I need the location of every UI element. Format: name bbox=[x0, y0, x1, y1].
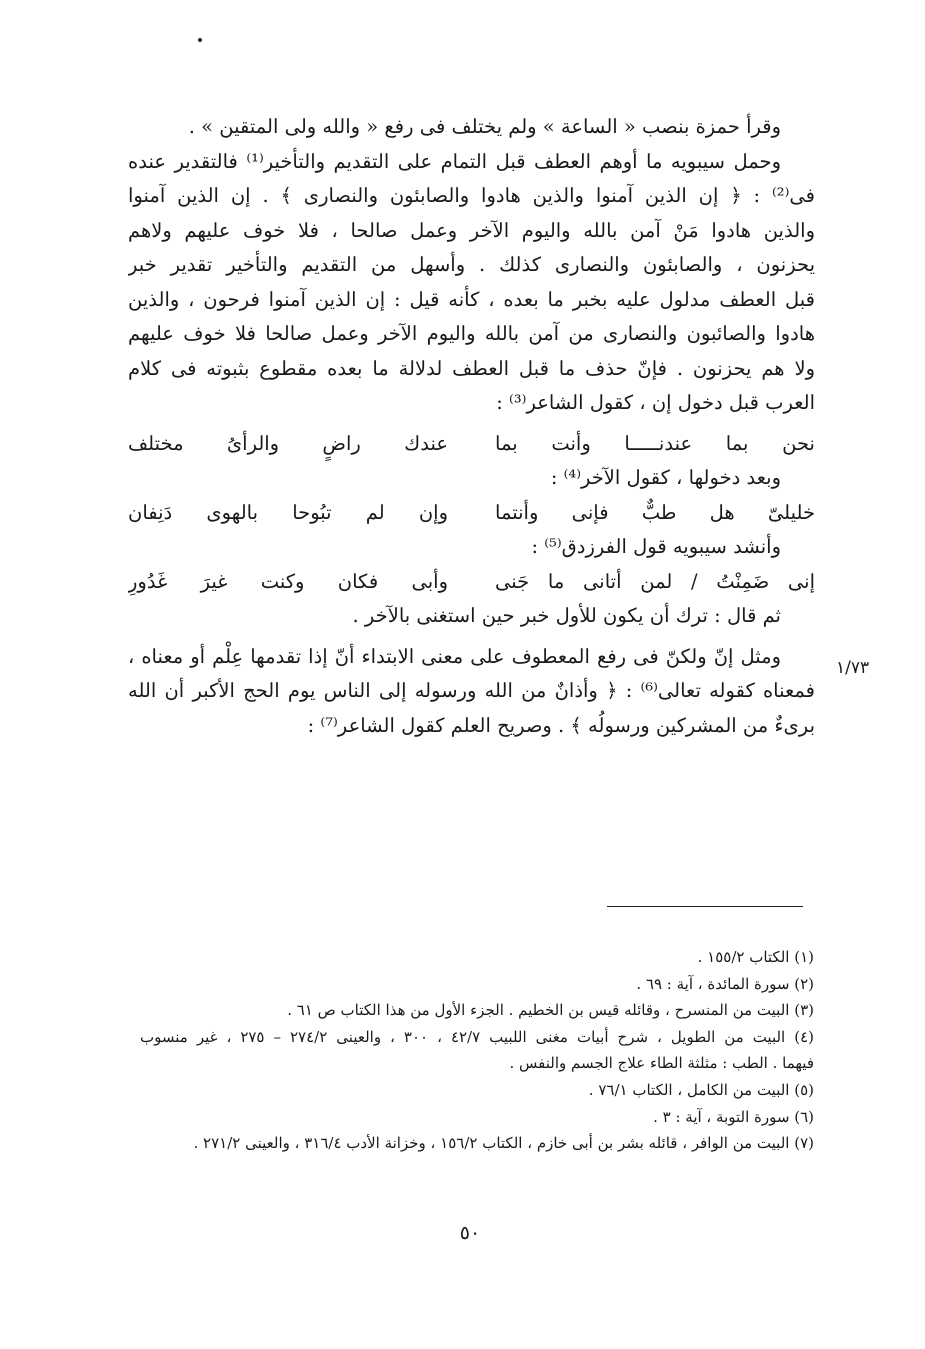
text-line: وقرأ حمزة بنصب « الساعة » ولم يختلف فى رفع « والله ولى المتقين » . bbox=[188, 115, 781, 138]
text-line: فى⁽²⁾ : ﴿ إن الذين آمنوا والذين هادوا والصابئون والنصارى ﴾ . إن الذين آمنوا bbox=[128, 184, 815, 207]
verse-line bbox=[128, 427, 815, 462]
text-line: وأنشد سيبويه قول الفرزدق⁽⁵⁾ : bbox=[531, 535, 781, 558]
main-text bbox=[128, 110, 815, 743]
footnote: (١) الكتاب ١٥٥/٢ . bbox=[697, 948, 814, 966]
footnote-separator bbox=[607, 906, 803, 907]
verse-first-hemistich: إنى ضَمِنْتُ / لمن أتانى ما جَنى bbox=[495, 569, 815, 593]
verse-line bbox=[128, 565, 815, 600]
verse-second-hemistich: وإن لم تبُوحا بالهوى دَنِفان bbox=[128, 500, 448, 524]
text-line: العرب قبل دخول إن ، كقول الشاعر⁽³⁾ : bbox=[496, 391, 815, 414]
text-line: برىءٌ من المشركين ورسولُه ﴾ . وصريح العلم كقول الشاعر⁽⁷⁾ : bbox=[307, 713, 815, 737]
footnotes bbox=[140, 944, 814, 1157]
text-line: والذين هادوا مَنْ آمن بالله واليوم الآخر وعمل صالحا ، فلا خوف عليهم ولاهم bbox=[128, 218, 815, 242]
verse-first-hemistich: خليلىّ هل طبٌّ فإنى وأنتما bbox=[495, 500, 815, 524]
text-line: ومثل إنّ ولكنّ فى رفع المعطوف على معنى الابتداء أنّ إذا تقدمها عِلْم أو معناه ، bbox=[128, 644, 781, 668]
ink-speck bbox=[198, 38, 202, 42]
text-line: يحزنون ، والصابئون والنصارى كذلك . وأسهل من التقديم والتأخير تقدير خبر bbox=[128, 253, 815, 276]
verse-line bbox=[128, 496, 815, 531]
text-line: وحمل سيبويه ما أوهم العطف قبل التمام على التقديم والتأخير⁽¹⁾ فالتقدير عنده bbox=[128, 149, 781, 173]
text-line: ولا هم يحزنون . فإنّ حذف ما قبل العطف لدلالة ما بعده مقطوع بثبوته فى كلام bbox=[128, 356, 815, 380]
text-line: قبل العطف مدلول عليه بخبر ما بعده ، كأنه قيل : إن الذين آمنوا فرحون ، والذين bbox=[128, 287, 815, 311]
footnote-continuation: فيهما . الطب : مثلثة الطاء علاج الجسم والنفس . bbox=[509, 1054, 814, 1073]
verse-second-hemistich: وأبى فكان وكنت غيرَ غَدُورِ bbox=[128, 569, 448, 593]
text-line: فمعناه كقوله تعالى⁽⁶⁾ : ﴿ وأذانٌ من الله ورسوله إلى الناس يوم الحج الأكبر أن الله bbox=[128, 679, 815, 702]
text-line: ثم قال : ترك أن يكون للأول خبر حين استغنى بالآخر . bbox=[352, 604, 781, 627]
page-number: ٥٠ bbox=[459, 1222, 481, 1244]
footnote: (٦) سورة التوبة ، آية : ٣ . bbox=[653, 1107, 814, 1126]
footnote: (٧) البيت من الوافر ، قائله بشر بن أبى خازم ، الكتاب ١٥٦/٢ ، وخزانة الأدب ٣١٦/٤ ، والعينى ٢٧١/٢ . bbox=[193, 1134, 814, 1153]
footnote: (٢) سورة المائدة ، آية : ٦٩ . bbox=[636, 974, 814, 993]
footnote: (٥) البيت من الكامل ، الكتاب ٧٦/١ . bbox=[588, 1080, 814, 1099]
verse-first-hemistich: نحن بما عندنـــــا وأنت بما bbox=[495, 431, 815, 455]
footnote: (٣) البيت من المنسرح ، وقائله قيس بن الخطيم . الجزء الأول من هذا الكتاب ص ٦١ . bbox=[287, 1001, 814, 1020]
margin-reference: ١/٧٣ bbox=[836, 658, 870, 678]
footnote: (٤) البيت من الطويل ، شرح أبيات مغنى اللبيب ٤٢/٧ ، ٣٠٠ ، والعينى ٢٧٤/٢ – ٢٧٥ ، غير منسوب bbox=[140, 1027, 814, 1046]
text-line: هادوا والصائبون والنصارى من آمن بالله واليوم الآخر وعمل صالحا فلا خوف عليهم bbox=[128, 322, 815, 345]
verse-second-hemistich: عندك راضٍ والرأىُ مختلف bbox=[128, 431, 448, 455]
text-line: وبعد دخولها ، كقول الآخر⁽⁴⁾ : bbox=[550, 466, 781, 489]
